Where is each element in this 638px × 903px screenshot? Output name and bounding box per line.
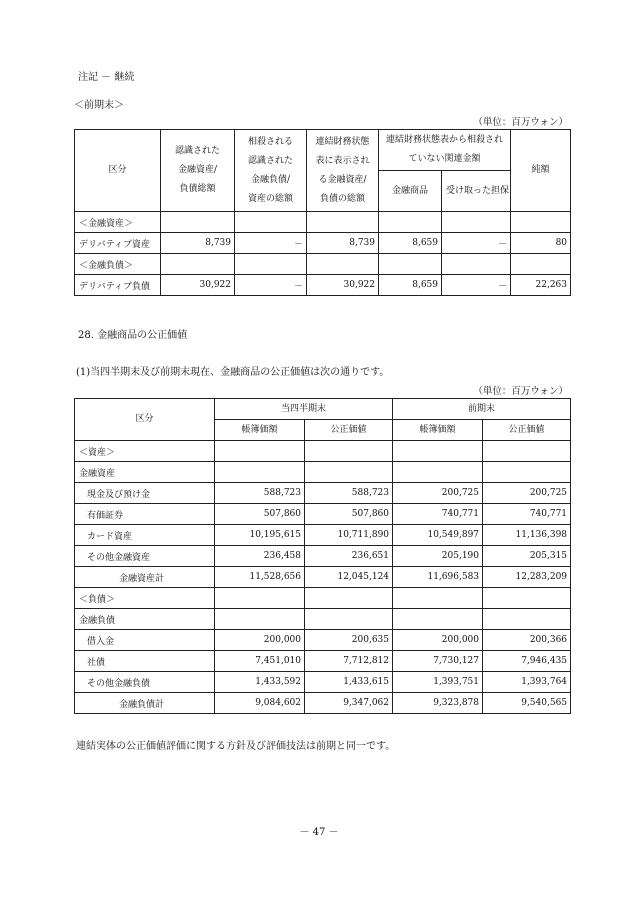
offset-table <box>74 129 571 296</box>
header-collateral: 受け取った担保 <box>442 171 511 212</box>
header-book-value: 帳簿価額 <box>393 420 483 441</box>
table-row: デリバティブ資産 8,739 － 8,739 8,659 － 80 <box>75 233 571 254</box>
header-category: 区分 <box>75 399 215 441</box>
header-not-offset-group: 連結財務状態表から相殺され ていない関連金額 <box>379 130 511 171</box>
section2-footer: 連結実体の公正価値評価に関する方針及び評価技法は前期と同一です。 <box>76 741 396 752</box>
table-row: ＜金融資産＞ <box>75 212 571 233</box>
header-recognized-total: 認識された 金融資産/ 負債総額 <box>161 130 235 212</box>
header-fair-value: 公正価値 <box>483 420 571 441</box>
table-row: カード資産 10,195,615 10,711,890 10,549,897 11,136,398 <box>75 525 571 546</box>
section1-unit: （単位：百万ウォン） <box>473 117 568 128</box>
table-row: 社債 7,451,010 7,712,812 7,730,127 7,946,435 <box>75 651 571 672</box>
header-fair-value: 公正価値 <box>305 420 393 441</box>
header-offset-total: 相殺される 認識された 金融負債/ 資産の総額 <box>235 130 307 212</box>
header-category: 区分 <box>75 130 161 212</box>
table-row: ＜負債＞ <box>75 588 571 609</box>
header-financial-instruments: 金融商品 <box>379 171 442 212</box>
page-number: － 47 － <box>299 827 339 838</box>
fair-value-table <box>74 398 571 714</box>
section1-heading: ＜前期末＞ <box>74 100 124 111</box>
section2-heading: 28. 金融商品の公正価値 <box>78 330 188 341</box>
note-title: 注記 － 継続 <box>78 72 135 83</box>
header-current-quarter: 当四半期末 <box>215 399 393 420</box>
header-book-value: 帳簿価額 <box>215 420 305 441</box>
table-row: 借入金 200,000 200,635 200,000 200,366 <box>75 630 571 651</box>
section2-unit: （単位：百万ウォン） <box>473 386 568 397</box>
table-row: ＜金融負債＞ <box>75 254 571 275</box>
table-row: 金融資産 <box>75 462 571 483</box>
table-row: 有価証券 507,860 507,860 740,771 740,771 <box>75 504 571 525</box>
table-row: 金融負債 <box>75 609 571 630</box>
header-net: 純額 <box>511 130 571 212</box>
table-row: デリバティブ負債 30,922 － 30,922 8,659 － 22,263 <box>75 275 571 296</box>
header-previous-period: 前期末 <box>393 399 571 420</box>
table-row: その他金融資産 236,458 236,651 205,190 205,315 <box>75 546 571 567</box>
table-row: 金融負債計 9,084,602 9,347,062 9,323,878 9,540,565 <box>75 693 571 714</box>
table-row: ＜資産＞ <box>75 441 571 462</box>
section2-intro: (1)当四半期末及び前期末現在、金融商品の公正価値は次の通りです。 <box>76 367 390 378</box>
table-row: 金融資産計 11,528,656 12,045,124 11,696,583 12,283,209 <box>75 567 571 588</box>
table-row: 現金及び預け金 588,723 588,723 200,725 200,725 <box>75 483 571 504</box>
header-presented-total: 連結財務状態 表に表示され る金融資産/ 負債の総額 <box>307 130 379 212</box>
table-row: その他金融負債 1,433,592 1,433,615 1,393,751 1,393,764 <box>75 672 571 693</box>
